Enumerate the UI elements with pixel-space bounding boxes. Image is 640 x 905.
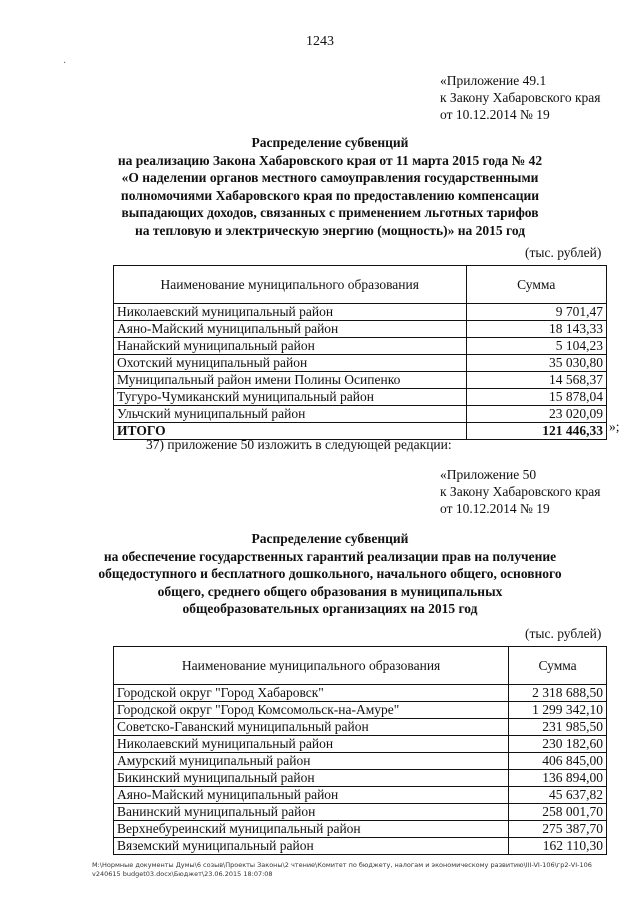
distribution-title-1 bbox=[60, 134, 600, 239]
row-sum: 18 143,33 bbox=[466, 321, 606, 338]
title-line: на тепловую и электрическую энергию (мощность)» на 2015 год bbox=[134, 222, 526, 238]
row-name: Вяземский муниципальный район bbox=[114, 838, 509, 855]
title-line: на обеспечение государственных гарантий реализации прав на получение bbox=[103, 548, 557, 564]
table-row bbox=[114, 719, 607, 736]
header-sum-cell: Сумма bbox=[466, 266, 606, 304]
header-sum-cell: Сумма bbox=[509, 647, 607, 685]
table-row bbox=[114, 838, 607, 855]
table-row bbox=[114, 770, 607, 787]
row-sum: 1 299 342,10 bbox=[509, 702, 607, 719]
table-row bbox=[114, 787, 607, 804]
closing-quote-mark: »; bbox=[609, 419, 620, 434]
table-row bbox=[114, 321, 607, 338]
row-name: Нанайский муниципальный район bbox=[114, 338, 467, 355]
total-label: ИТОГО bbox=[114, 423, 467, 440]
subvention-table-2 bbox=[113, 646, 607, 855]
table-row bbox=[114, 372, 607, 389]
row-sum: 35 030,80 bbox=[466, 355, 606, 372]
row-sum: 45 637,82 bbox=[509, 787, 607, 804]
row-name: Советско-Гаванский муниципальный район bbox=[114, 719, 509, 736]
row-sum: 275 387,70 bbox=[509, 821, 607, 838]
title-line: Распределение субвенций bbox=[251, 135, 409, 150]
table-row bbox=[114, 304, 607, 321]
title-line: общего, среднего общего образования в муниципальных bbox=[157, 583, 503, 599]
row-sum: 258 001,70 bbox=[509, 804, 607, 821]
row-name: Николаевский муниципальный район bbox=[114, 304, 467, 321]
appendix-line: к Закону Хабаровского края bbox=[440, 484, 601, 499]
row-name: Муниципальный район имени Полины Осипенко bbox=[114, 372, 467, 389]
appendix-50-header bbox=[440, 466, 601, 517]
title-line: на реализацию Закона Хабаровского края от 11 марта 2015 года № 42 bbox=[117, 152, 543, 168]
appendix-line: от 10.12.2014 № 19 bbox=[440, 107, 550, 122]
subvention-table-1 bbox=[113, 265, 607, 440]
table-row bbox=[114, 355, 607, 372]
row-name: Николаевский муниципальный район bbox=[114, 736, 509, 753]
row-name: Амурский муниципальный район bbox=[114, 753, 509, 770]
row-sum: 14 568,37 bbox=[466, 372, 606, 389]
row-name: Аяно-Майский муниципальный район bbox=[114, 787, 509, 804]
row-name: Верхнебуреинский муниципальный район bbox=[114, 821, 509, 838]
row-name: Аяно-Майский муниципальный район bbox=[114, 321, 467, 338]
appendix-line: к Закону Хабаровского края bbox=[440, 90, 601, 105]
title-line: полномочиями Хабаровского края по предоставлению компенсации bbox=[120, 187, 540, 203]
title-line: общеобразовательных организациях на 2015 год bbox=[182, 601, 478, 616]
header-name-cell: Наименование муниципального образования bbox=[114, 647, 509, 685]
title-line: выпадающих доходов, связанных с применением льготных тарифов bbox=[121, 205, 539, 220]
table-row bbox=[114, 685, 607, 702]
table-row bbox=[114, 753, 607, 770]
table-row bbox=[114, 804, 607, 821]
row-name: Городской округ "Город Комсомольск-на-Амуре" bbox=[114, 702, 509, 719]
row-sum: 2 318 688,50 bbox=[509, 685, 607, 702]
units-label-1: (тыс. рублей) bbox=[525, 245, 602, 260]
row-sum: 136 894,00 bbox=[509, 770, 607, 787]
appendix-line: «Приложение 49.1 bbox=[440, 73, 547, 88]
units-label-2: (тыс. рублей) bbox=[525, 626, 602, 641]
row-sum: 9 701,47 bbox=[466, 304, 606, 321]
row-sum: 406 845,00 bbox=[509, 753, 607, 770]
page-number: 1243 bbox=[306, 34, 334, 49]
header-name-cell: Наименование муниципального образования bbox=[114, 266, 467, 304]
row-name: Охотский муниципальный район bbox=[114, 355, 467, 372]
appendix-49-1-header bbox=[440, 72, 601, 123]
row-sum: 15 878,04 bbox=[466, 389, 606, 406]
table-row bbox=[114, 702, 607, 719]
item-37-text: 37) приложение 50 изложить в следующей редакции: bbox=[146, 437, 452, 452]
row-name: Тугуро-Чумиканский муниципальный район bbox=[114, 389, 467, 406]
row-sum: 230 182,60 bbox=[509, 736, 607, 753]
table-row bbox=[114, 338, 607, 355]
appendix-line: «Приложение 50 bbox=[440, 467, 537, 482]
appendix-line: от 10.12.2014 № 19 bbox=[440, 501, 550, 516]
table-header-row bbox=[114, 266, 607, 304]
row-sum: 231 985,50 bbox=[509, 719, 607, 736]
row-sum: 162 110,30 bbox=[509, 838, 607, 855]
scan-mark: · bbox=[63, 58, 67, 69]
row-sum: 5 104,23 bbox=[466, 338, 606, 355]
table-row bbox=[114, 389, 607, 406]
table-row bbox=[114, 821, 607, 838]
distribution-title-2 bbox=[60, 530, 600, 618]
title-line: Распределение субвенций bbox=[251, 531, 409, 546]
table-header-row bbox=[114, 647, 607, 685]
row-name: Городской округ "Город Хабаровск" bbox=[114, 685, 509, 702]
row-name: Бикинский муниципальный район bbox=[114, 770, 509, 787]
title-line: общедоступного и бесплатного дошкольного, начального общего, основного bbox=[98, 566, 562, 581]
total-sum: 121 446,33 bbox=[466, 423, 606, 440]
table-row bbox=[114, 406, 607, 423]
row-name: Ванинский муниципальный район bbox=[114, 804, 509, 821]
row-sum: 23 020,09 bbox=[466, 406, 606, 423]
title-line: «О наделении органов местного самоуправления государственными bbox=[121, 170, 539, 185]
footer-file-path: М:\Нормные документы Думы\6 созыв\Проекты Законы\2 чтение\Комитет по бюджету, налогам и экономическому развитию\III-VI-106\гр2-VI-106 v240615 budget03.docx\Бюджет\23.06.2015 18:07:08 bbox=[92, 861, 592, 878]
row-name: Ульчский муниципальный район bbox=[114, 406, 467, 423]
table-row bbox=[114, 736, 607, 753]
